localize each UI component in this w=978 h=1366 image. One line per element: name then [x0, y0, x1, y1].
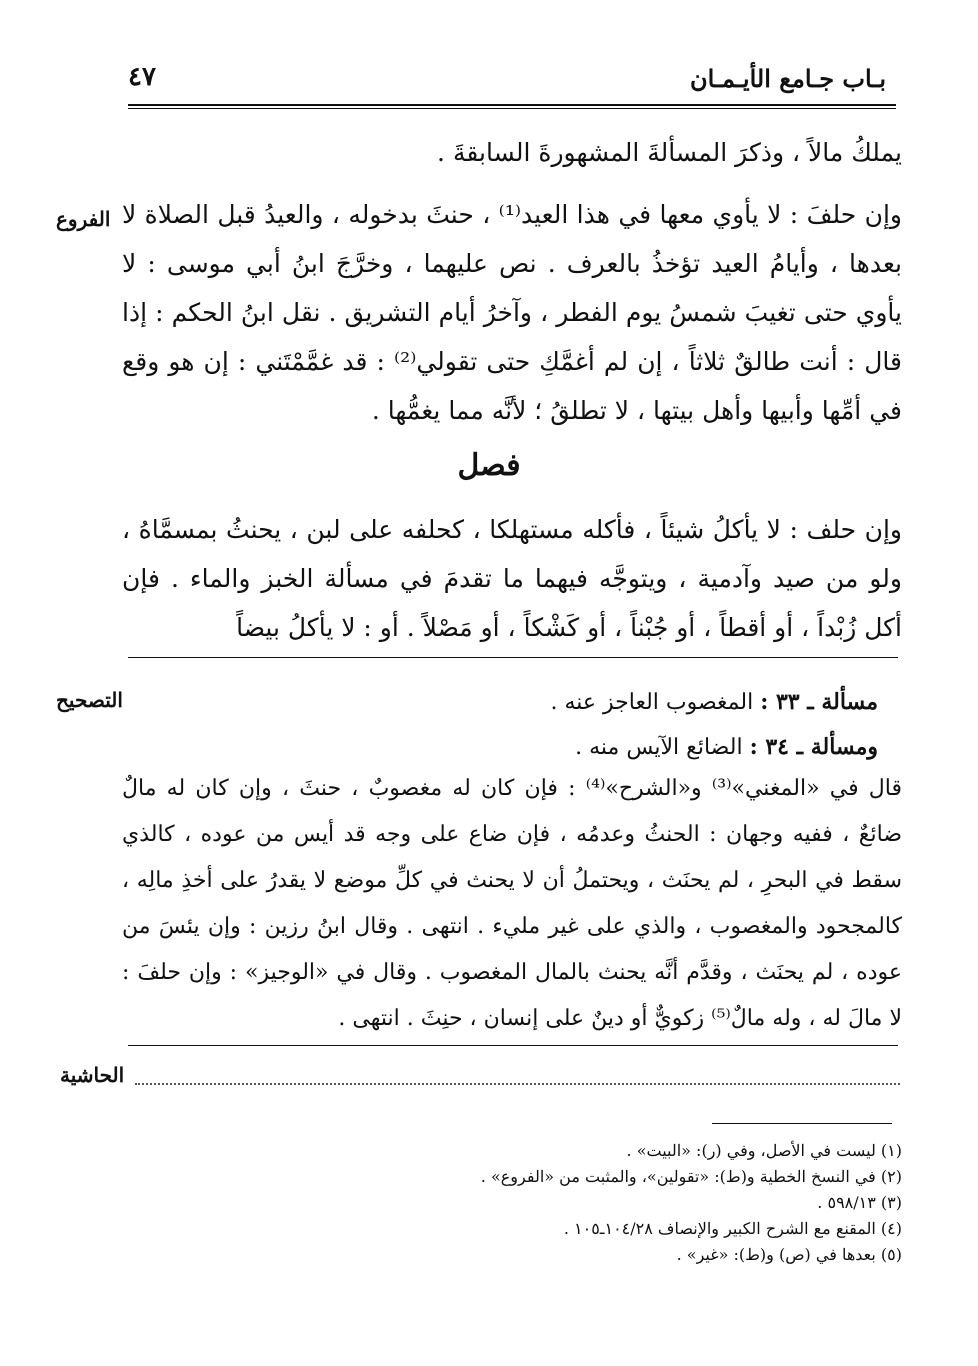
masala-33: [550, 680, 878, 770]
footnote: (٤) المقنع مع الشرح الكبير والإنصاف ١٠٤/٢٨ـ١٠٥ .: [563, 1219, 902, 1238]
running-header-title: بـاب جـامع الأيـمـان: [690, 64, 886, 93]
furoo-paragraph: وإن حلفَ : لا يأوي معها في هذا العيد⁽¹⁾ ، حنثَ بدخوله ، والعيدُ قبل الصلاة لا بعدها ، وأيامُ العيد تؤخذُ بالعرف . نص عليهما ، وخرَّجَ ابنُ أبي موسى : لا يأوي حتى تغيبَ شمسُ يوم الفطر ، وآخرُ أيام التشريق . نقل ابنُ الحكم : إذا قال : أنت طالقٌ ثلاثاً ، إن لم أغمَّكِ حتى تقولي⁽²⁾ : قد غمَّمْتَني : إن هو وقع في أمِّها وأبيها وأهل بيتها ، لا تطلقُ ؛ لأنَّه مما يغمُّها .: [122, 200, 902, 425]
footnote: (١) ليست في الأصل، وفي (ر): «البيت» .: [626, 1141, 902, 1160]
margin-label-furoo: الفروع: [56, 207, 111, 231]
section-divider: [128, 657, 898, 658]
margin-label-hashiya: الحاشية: [60, 1063, 125, 1087]
hashiya-dotted-line: [135, 1083, 900, 1085]
footnote: (٣) ٥٩٨/١٣ .: [817, 1193, 902, 1212]
masala-33-label: مسألة ـ ٣٣ :: [760, 689, 878, 715]
masala-34-text: الضائع الآيس منه .: [575, 735, 743, 760]
header-rule-thin: [128, 108, 896, 109]
footnote: (٥) بعدها في (ص) و(ط): «غير» .: [676, 1245, 902, 1264]
furoo-paragraph-2: وإن حلف : لا يأكلُ شيئاً ، فأكله مستهلكا ، كحلفه على لبن ، يحنثُ بمسمَّاهُ ، ولو من صيد وآدمية ، ويتوجَّه فيهما ما تقدمَ في مسألة الخبز والماء . فإن أكل زُبْداً ، أو أقطاً ، أو جُبْناً ، أو كَشْكاً ، أو مَصْلاً . أو : لا يأكلُ بيضاً: [122, 515, 902, 642]
margin-label-tashih: التصحيح: [56, 688, 123, 712]
section-heading: فصل: [457, 448, 521, 483]
footnote-rule: [712, 1123, 892, 1124]
footnotes: [122, 1138, 902, 1268]
tashih-paragraph: قال في «المغني»⁽³⁾ و«الشرح»⁽⁴⁾ : فإن كان له مغصوبٌ ، حنثَ ، وإن كان له مالٌ ضائعٌ ، ففيه وجهان : الحنثُ وعدمُه ، فإن ضاع على وجه قد أيس من عوده ، كالذي سقط في البحرِ ، لم يحنَث ، ويحتملُ أن لا يحنث في كلِّ موضع لا يقدرُ على أخذِ مالِه ، كالمجحود والمغصوب ، والذي على غير مليء . انتهى . وقال ابنُ رزين : وإن يئسَ من عوده ، لم يحنَث ، وقدَّم أنَّه يحنث بالمال المغصوب . وقال في «الوجيز» : وإن حلفَ : لا مالَ له ، وله مالٌ⁽⁵⁾ زكويٌّ أو دينٌ على إنسان ، حنِثَ . انتهى .: [122, 776, 902, 1031]
footnote: (٢) في النسخ الخطية و(ط): «تقولين»، والمثبت من «الفروع» .: [480, 1167, 902, 1186]
tashih-divider: [128, 1045, 898, 1046]
furoo-opening-line: يملكُ مالاً ، وذكرَ المسألةَ المشهورةَ السابقةَ .: [437, 138, 902, 167]
masala-33-text: المغصوب العاجز عنه .: [550, 690, 754, 715]
header-rule: [128, 104, 896, 106]
page-number: ٤٧: [128, 62, 156, 92]
masala-34-label: ومسألة ـ ٣٤ :: [749, 734, 878, 760]
